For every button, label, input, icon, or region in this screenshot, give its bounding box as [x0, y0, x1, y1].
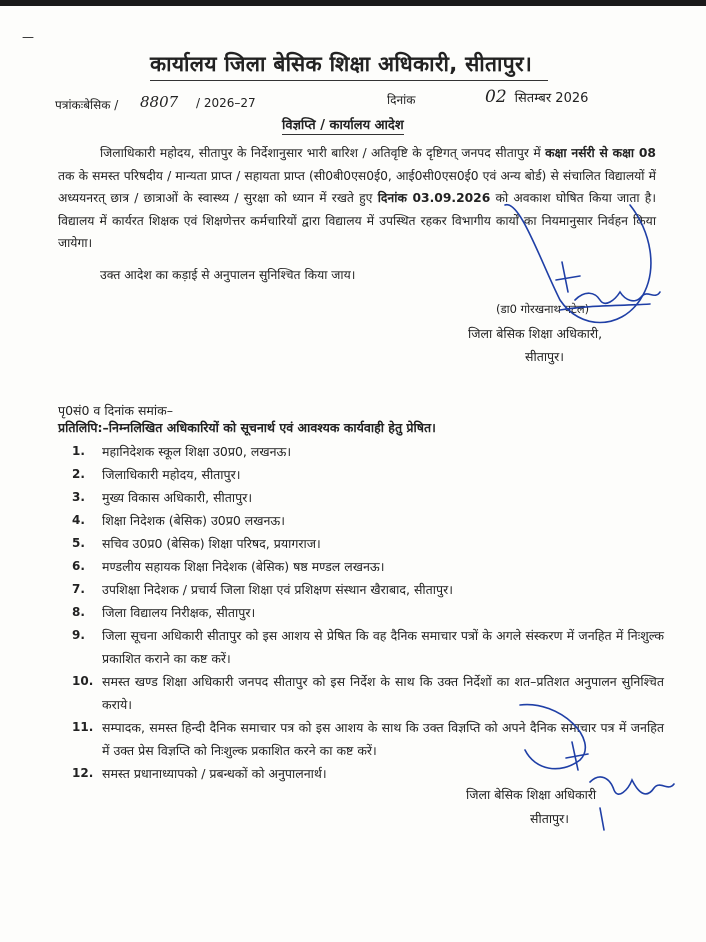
order-paragraph — [58, 142, 656, 255]
officer-designation: जिला बेसिक शिक्षा अधिकारी, — [468, 326, 603, 341]
order-classes-bold: कक्षा नर्सरी से कक्षा 08 — [545, 146, 656, 160]
officer-location: सीतापुर। — [525, 349, 565, 364]
order-text-part-a: जिलाधिकारी महोदय, सीतापुर के निर्देशानुसार भारी बारिश / अतिवृष्टि के दृष्टिगत् जनपद सीतापुर में — [100, 146, 546, 160]
list-item: 9. जिला सूचना अधिकारी सीतापुर को इस आशय से प्रेषित कि वह दैनिक समाचार पत्रों के अगले संस्करण में जनहित में निःशुल्क प्रकाशित कराने का कष्ट करें। — [72, 628, 664, 666]
corner-dash: — — [22, 30, 34, 44]
officer-name: (डा0 गोरखनाथ पटेल) — [496, 302, 590, 316]
order-text-part-b: तक के समस्त परिषदीय / मान्यता प्राप्त / सहायता प्राप्त (सी0बी0एस0ई0, आई0सी0एस0ई0 एवं अन्य बोर्ड) से संचालित विद्यालयों में अध्ययनरत् छात्र / छात्राओं के स्वास्थ्य / सुरक्षा को ध्यान में रखते हुए — [58, 168, 656, 205]
list-item: 10. समस्त खण्ड शिक्षा अधिकारी जनपद सीतापुर को इस निर्देश के साथ कि उक्त निर्देशों का शत–प्रतिशत अनुपालन सुनिश्चित कराये। — [72, 674, 664, 712]
copy-recipient-list — [72, 440, 664, 785]
reference-year: / 2026–27 — [196, 96, 256, 110]
second-officer-location: सीतापुर। — [530, 811, 570, 826]
top-scan-edge — [0, 0, 706, 6]
reference-label: पत्रांकःबेसिक / — [55, 98, 119, 112]
order-text-part-c: को अवकाश घोषित किया जाता है। विद्यालय में कार्यरत शिक्षक एवं शिक्षणेत्तर कर्मचारियों द्वारा विद्यालय में उपस्थित रहकर विभागीय कार्यों का नियमानुसार निर्वहन किया जायेगा। — [58, 191, 656, 250]
date-label: दिनांक — [387, 93, 416, 107]
list-item: 2. जिलाधिकारी महोदय, सीतापुर। — [72, 467, 241, 482]
list-item: 3. मुख्य विकास अधिकारी, सीतापुर। — [72, 490, 253, 505]
reference-number: 8807 — [140, 93, 179, 111]
date-day: 02 — [485, 87, 507, 107]
title-underline — [150, 80, 548, 81]
compliance-line: उक्त आदेश का कड़ाई से अनुपालन सुनिश्चित किया जाय। — [100, 268, 356, 282]
order-holiday-date-bold: दिनांक 03.09.2026 — [377, 191, 491, 205]
list-item: 11. सम्पादक, समस्त हिन्दी दैनिक समाचार पत्र को इस आशय के साथ कि उक्त विज्ञप्ति को अपने दैनिक समाचार पत्र में जनहित में उक्त प्रेस विज्ञप्ति को निःशुल्क प्रकाशित करने का कष्ट करें। — [72, 720, 664, 758]
copy-to-heading: प्रतिलिपि:–निम्नलिखित अधिकारियों को सूचनार्थ एवं आवश्यक कार्यवाही हेतु प्रेषित। — [58, 420, 436, 435]
list-item: 12. समस्त प्रधानाध्यापको / प्रबन्धकों को अनुपालनार्थ। — [72, 766, 327, 781]
list-item: 4. शिक्षा निदेशक (बेसिक) उ0प्र0 लखनऊ। — [72, 513, 285, 528]
list-item: 8. जिला विद्यालय निरीक्षक, सीतापुर। — [72, 605, 256, 620]
date-month-year: सितम्बर 2026 — [514, 91, 589, 106]
list-item: 1. महानिदेशक स्कूल शिक्षा उ0प्र0, लखनऊ। — [72, 444, 292, 459]
list-item: 7. उपशिक्षा निदेशक / प्रचार्य जिला शिक्षा एवं प्रशिक्षण संस्थान खैराबाद, सीतापुर। — [72, 582, 453, 597]
second-officer-designation: जिला बेसिक शिक्षा अधिकारी — [466, 787, 597, 802]
office-title: कार्यालय जिला बेसिक शिक्षा अधिकारी, सीतापुर। — [150, 52, 533, 76]
date-value — [485, 87, 588, 107]
list-item: 5. सचिव उ0प्र0 (बेसिक) शिक्षा परिषद, प्रयागराज। — [72, 536, 321, 551]
subject-heading: विज्ञप्ति / कार्यालय आदेश — [282, 115, 404, 135]
endorsement-line: पृ0सं0 व दिनांक समांक– — [58, 403, 173, 418]
list-item: 6. मण्डलीय सहायक शिक्षा निदेशक (बेसिक) षष्ठ मण्डल लखनऊ। — [72, 559, 385, 574]
